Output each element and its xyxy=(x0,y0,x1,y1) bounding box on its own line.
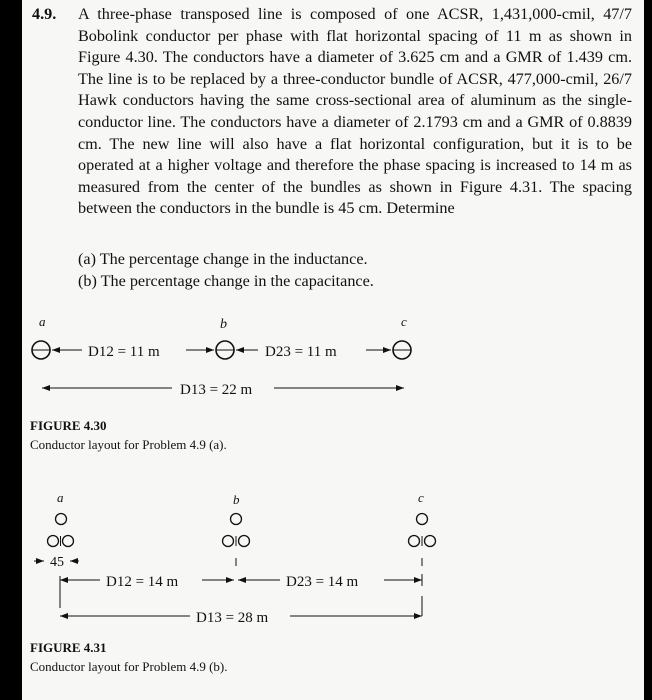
problem-number: 4.9. xyxy=(32,5,57,23)
figure-4-30-diagram xyxy=(22,310,644,410)
fig431-d23-label: D23 = 14 m xyxy=(286,574,359,590)
fig431-label-c: c xyxy=(418,490,424,505)
fig431-d13-label: D13 = 28 m xyxy=(196,610,269,626)
figure-4-30-caption xyxy=(30,418,227,453)
textbook-page xyxy=(22,0,644,700)
problem-4-9 xyxy=(32,4,632,220)
fig431-bundle-b xyxy=(223,514,250,567)
figure-4-31-diagram xyxy=(22,488,644,638)
fig430-d23-label: D23 = 11 m xyxy=(265,344,337,360)
fig430-label-a: a xyxy=(39,314,46,329)
fig431-bundle-c xyxy=(409,514,436,567)
part-a: (a) The percentage change in the inductance. xyxy=(78,250,368,268)
fig430-d13-label: D13 = 22 m xyxy=(180,382,253,398)
fig431-bundle-a xyxy=(48,514,74,547)
fig430-label-b: b xyxy=(220,317,227,332)
fig431-label-a: a xyxy=(57,490,64,505)
figure-4-30-description: Conductor layout for Problem 4.9 (a). xyxy=(30,437,227,452)
figure-4-31-description: Conductor layout for Problem 4.9 (b). xyxy=(30,659,228,674)
part-b: (b) The percentage change in the capacitance. xyxy=(78,272,374,290)
figure-4-31-caption xyxy=(30,640,228,675)
figure-4-30-title: FIGURE 4.30 xyxy=(30,418,107,433)
fig431-bundle-spacing-label: 45 xyxy=(50,555,64,570)
problem-statement: A three-phase transposed line is composed of one ACSR, 1,431,000-cmil, 47/7 Bobolink conductor per phase with flat horizontal spacing of 11 m as shown in Figure 4.30. The conductors have a diameter of 3.625 cm and a GMR of 1.439 cm. The line is to be replaced by a three-conductor bundle of ACSR, 477,000-cmil, 26/7 Hawk conductors having the same cross-sectional area of aluminum as the single-conductor line. The conductors have a diameter of 2.1793 cm and a GMR of 0.8839 cm. The new line will also have a flat horizontal configuration, but it is to be operated at a higher voltage and therefore the phase spacing is increased to 14 m as measured from the center of the bundles as shown in Figure 4.31. The spacing between the conductors in the bundle is 45 cm. Determine xyxy=(78,5,632,218)
problem-parts xyxy=(78,248,374,292)
fig431-d12-label: D12 = 14 m xyxy=(106,574,179,590)
fig430-d12-label: D12 = 11 m xyxy=(88,344,160,360)
fig431-label-b: b xyxy=(233,492,240,507)
fig430-label-c: c xyxy=(401,314,407,329)
figure-4-31-title: FIGURE 4.31 xyxy=(30,640,107,655)
